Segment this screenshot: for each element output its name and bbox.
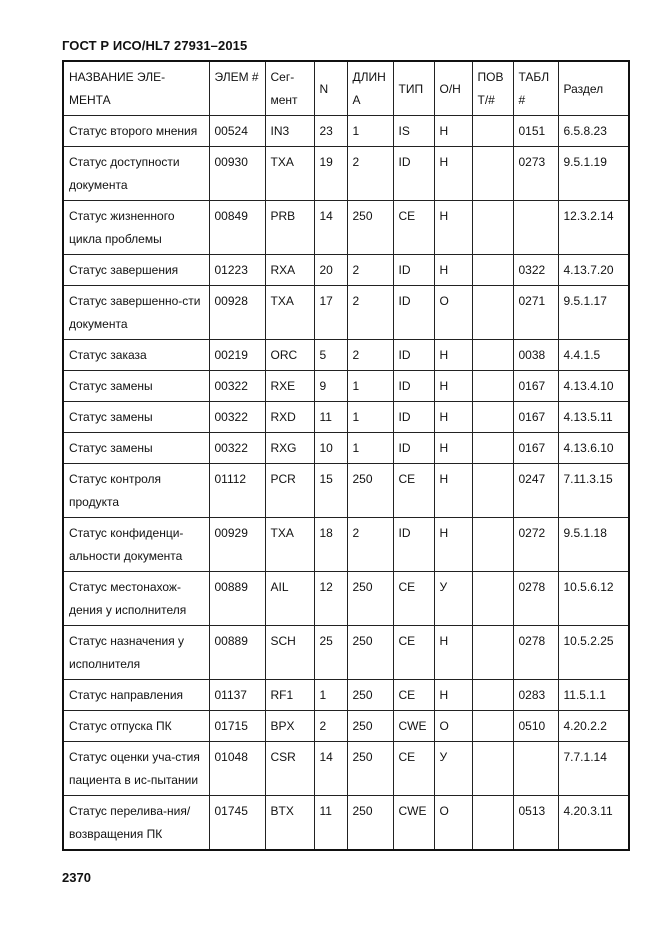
cell-length: 250 bbox=[347, 201, 393, 255]
column-header-rep: ПОВТ/# bbox=[472, 61, 513, 116]
cell-n: 23 bbox=[314, 116, 347, 147]
document-header: ГОСТ Р ИСО/HL7 27931–2015 bbox=[62, 38, 248, 53]
cell-elem: 01112 bbox=[209, 464, 265, 518]
cell-section: 12.3.2.14 bbox=[558, 201, 629, 255]
cell-rep bbox=[472, 518, 513, 572]
cell-length: 250 bbox=[347, 796, 393, 851]
cell-name: Статус конфиденци-альности документа bbox=[63, 518, 209, 572]
cell-name: Статус местонахож-дения у исполнителя bbox=[63, 572, 209, 626]
cell-rep bbox=[472, 286, 513, 340]
table-row bbox=[63, 680, 629, 711]
cell-elem: 00929 bbox=[209, 518, 265, 572]
cell-elem: 00322 bbox=[209, 371, 265, 402]
cell-n: 25 bbox=[314, 626, 347, 680]
cell-opt: Н bbox=[434, 433, 472, 464]
cell-elem: 00889 bbox=[209, 626, 265, 680]
cell-elem: 00524 bbox=[209, 116, 265, 147]
column-header-name: НАЗВАНИЕ ЭЛЕ-МЕНТА bbox=[63, 61, 209, 116]
cell-n: 12 bbox=[314, 572, 347, 626]
cell-rep bbox=[472, 147, 513, 201]
cell-elem: 01048 bbox=[209, 742, 265, 796]
cell-name: Статус второго мнения bbox=[63, 116, 209, 147]
cell-n: 20 bbox=[314, 255, 347, 286]
cell-opt: Н bbox=[434, 626, 472, 680]
cell-segment: TXA bbox=[265, 147, 314, 201]
cell-opt: О bbox=[434, 711, 472, 742]
cell-segment: RXG bbox=[265, 433, 314, 464]
cell-segment: RXA bbox=[265, 255, 314, 286]
cell-section: 10.5.2.25 bbox=[558, 626, 629, 680]
column-header-table: ТАБЛ# bbox=[513, 61, 558, 116]
cell-type: ID bbox=[393, 433, 434, 464]
cell-section: 4.13.5.11 bbox=[558, 402, 629, 433]
cell-table: 0247 bbox=[513, 464, 558, 518]
cell-type: CE bbox=[393, 742, 434, 796]
cell-type: CWE bbox=[393, 711, 434, 742]
cell-name: Статус замены bbox=[63, 371, 209, 402]
cell-length: 1 bbox=[347, 371, 393, 402]
cell-rep bbox=[472, 680, 513, 711]
table-row bbox=[63, 116, 629, 147]
cell-length: 1 bbox=[347, 433, 393, 464]
cell-elem: 00928 bbox=[209, 286, 265, 340]
cell-section: 9.5.1.19 bbox=[558, 147, 629, 201]
table-header-row bbox=[63, 61, 629, 116]
cell-table: 0322 bbox=[513, 255, 558, 286]
cell-section: 6.5.8.23 bbox=[558, 116, 629, 147]
cell-type: ID bbox=[393, 147, 434, 201]
cell-type: ID bbox=[393, 518, 434, 572]
cell-section: 7.7.1.14 bbox=[558, 742, 629, 796]
cell-opt: О bbox=[434, 796, 472, 851]
cell-elem: 00930 bbox=[209, 147, 265, 201]
column-header-elem: ЭЛЕМ # bbox=[209, 61, 265, 116]
cell-elem: 01715 bbox=[209, 711, 265, 742]
cell-type: CWE bbox=[393, 796, 434, 851]
cell-elem: 00219 bbox=[209, 340, 265, 371]
cell-name: Статус жизненного цикла проблемы bbox=[63, 201, 209, 255]
cell-n: 17 bbox=[314, 286, 347, 340]
cell-section: 10.5.6.12 bbox=[558, 572, 629, 626]
cell-segment: RF1 bbox=[265, 680, 314, 711]
cell-n: 19 bbox=[314, 147, 347, 201]
column-header-opt: О/Н bbox=[434, 61, 472, 116]
cell-length: 1 bbox=[347, 116, 393, 147]
cell-section: 4.20.2.2 bbox=[558, 711, 629, 742]
cell-table: 0510 bbox=[513, 711, 558, 742]
cell-type: CE bbox=[393, 626, 434, 680]
cell-name: Статус назначения у исполнителя bbox=[63, 626, 209, 680]
cell-elem: 01745 bbox=[209, 796, 265, 851]
cell-segment: TXA bbox=[265, 286, 314, 340]
cell-table: 0272 bbox=[513, 518, 558, 572]
cell-n: 10 bbox=[314, 433, 347, 464]
cell-segment: BTX bbox=[265, 796, 314, 851]
cell-opt: Н bbox=[434, 201, 472, 255]
cell-elem: 01223 bbox=[209, 255, 265, 286]
cell-opt: Н bbox=[434, 116, 472, 147]
cell-n: 1 bbox=[314, 680, 347, 711]
cell-name: Статус отпуска ПК bbox=[63, 711, 209, 742]
cell-name: Статус доступности документа bbox=[63, 147, 209, 201]
cell-opt: Н bbox=[434, 402, 472, 433]
cell-length: 250 bbox=[347, 464, 393, 518]
cell-type: CE bbox=[393, 572, 434, 626]
column-header-section: Раздел bbox=[558, 61, 629, 116]
cell-name: Статус замены bbox=[63, 433, 209, 464]
column-header-segment: Сег-мент bbox=[265, 61, 314, 116]
cell-length: 250 bbox=[347, 572, 393, 626]
cell-name: Статус заказа bbox=[63, 340, 209, 371]
cell-n: 2 bbox=[314, 711, 347, 742]
cell-segment: TXA bbox=[265, 518, 314, 572]
cell-n: 11 bbox=[314, 796, 347, 851]
cell-table bbox=[513, 201, 558, 255]
cell-section: 4.20.3.11 bbox=[558, 796, 629, 851]
cell-table: 0278 bbox=[513, 626, 558, 680]
cell-length: 250 bbox=[347, 711, 393, 742]
cell-n: 18 bbox=[314, 518, 347, 572]
cell-elem: 00322 bbox=[209, 402, 265, 433]
cell-table: 0271 bbox=[513, 286, 558, 340]
cell-length: 250 bbox=[347, 626, 393, 680]
table-row bbox=[63, 340, 629, 371]
table-row bbox=[63, 147, 629, 201]
cell-type: ID bbox=[393, 255, 434, 286]
cell-name: Статус завершения bbox=[63, 255, 209, 286]
cell-elem: 00849 bbox=[209, 201, 265, 255]
element-table bbox=[62, 60, 630, 851]
cell-opt: Н bbox=[434, 371, 472, 402]
cell-opt: У bbox=[434, 742, 472, 796]
cell-opt: Н bbox=[434, 518, 472, 572]
cell-table: 0283 bbox=[513, 680, 558, 711]
cell-segment: AIL bbox=[265, 572, 314, 626]
cell-name: Статус замены bbox=[63, 402, 209, 433]
cell-length: 2 bbox=[347, 255, 393, 286]
cell-opt: Н bbox=[434, 464, 472, 518]
cell-table: 0273 bbox=[513, 147, 558, 201]
cell-type: ID bbox=[393, 286, 434, 340]
cell-segment: CSR bbox=[265, 742, 314, 796]
cell-table: 0278 bbox=[513, 572, 558, 626]
cell-length: 1 bbox=[347, 402, 393, 433]
cell-opt: Н bbox=[434, 680, 472, 711]
cell-segment: SCH bbox=[265, 626, 314, 680]
cell-rep bbox=[472, 796, 513, 851]
cell-section: 7.11.3.15 bbox=[558, 464, 629, 518]
table-row bbox=[63, 711, 629, 742]
table-row bbox=[63, 255, 629, 286]
cell-name: Статус завершенно-сти документа bbox=[63, 286, 209, 340]
cell-rep bbox=[472, 742, 513, 796]
cell-n: 11 bbox=[314, 402, 347, 433]
cell-n: 14 bbox=[314, 201, 347, 255]
cell-section: 4.13.4.10 bbox=[558, 371, 629, 402]
table-row bbox=[63, 402, 629, 433]
cell-section: 9.5.1.18 bbox=[558, 518, 629, 572]
cell-type: CE bbox=[393, 464, 434, 518]
cell-type: CE bbox=[393, 201, 434, 255]
cell-table: 0167 bbox=[513, 433, 558, 464]
cell-segment: PRB bbox=[265, 201, 314, 255]
cell-elem: 00322 bbox=[209, 433, 265, 464]
cell-type: CE bbox=[393, 680, 434, 711]
cell-rep bbox=[472, 116, 513, 147]
cell-elem: 00889 bbox=[209, 572, 265, 626]
table-row bbox=[63, 518, 629, 572]
table-row bbox=[63, 371, 629, 402]
column-header-length: ДЛИНА bbox=[347, 61, 393, 116]
cell-name: Статус контроля продукта bbox=[63, 464, 209, 518]
column-header-type: ТИП bbox=[393, 61, 434, 116]
cell-rep bbox=[472, 711, 513, 742]
cell-rep bbox=[472, 464, 513, 518]
cell-length: 2 bbox=[347, 147, 393, 201]
cell-length: 250 bbox=[347, 742, 393, 796]
cell-section: 4.4.1.5 bbox=[558, 340, 629, 371]
cell-length: 2 bbox=[347, 340, 393, 371]
page-number: 2370 bbox=[62, 870, 91, 885]
cell-n: 14 bbox=[314, 742, 347, 796]
cell-rep bbox=[472, 402, 513, 433]
cell-n: 9 bbox=[314, 371, 347, 402]
cell-rep bbox=[472, 371, 513, 402]
cell-section: 11.5.1.1 bbox=[558, 680, 629, 711]
cell-table: 0038 bbox=[513, 340, 558, 371]
table-row bbox=[63, 572, 629, 626]
cell-opt: Н bbox=[434, 255, 472, 286]
cell-segment: BPX bbox=[265, 711, 314, 742]
cell-table: 0151 bbox=[513, 116, 558, 147]
cell-table: 0167 bbox=[513, 402, 558, 433]
cell-opt: О bbox=[434, 286, 472, 340]
cell-section: 9.5.1.17 bbox=[558, 286, 629, 340]
table-row bbox=[63, 742, 629, 796]
cell-name: Статус оценки уча-стия пациента в ис-пытании bbox=[63, 742, 209, 796]
cell-type: ID bbox=[393, 371, 434, 402]
table-row bbox=[63, 464, 629, 518]
cell-table: 0513 bbox=[513, 796, 558, 851]
cell-name: Статус направления bbox=[63, 680, 209, 711]
cell-type: ID bbox=[393, 340, 434, 371]
cell-opt: Н bbox=[434, 340, 472, 371]
cell-length: 2 bbox=[347, 518, 393, 572]
cell-rep bbox=[472, 626, 513, 680]
cell-type: ID bbox=[393, 402, 434, 433]
cell-segment: RXD bbox=[265, 402, 314, 433]
cell-opt: У bbox=[434, 572, 472, 626]
cell-rep bbox=[472, 255, 513, 286]
cell-table: 0167 bbox=[513, 371, 558, 402]
cell-length: 250 bbox=[347, 680, 393, 711]
cell-n: 15 bbox=[314, 464, 347, 518]
table-row bbox=[63, 201, 629, 255]
cell-rep bbox=[472, 572, 513, 626]
cell-n: 5 bbox=[314, 340, 347, 371]
cell-segment: IN3 bbox=[265, 116, 314, 147]
cell-length: 2 bbox=[347, 286, 393, 340]
cell-section: 4.13.7.20 bbox=[558, 255, 629, 286]
cell-name: Статус перелива-ния/возвращения ПК bbox=[63, 796, 209, 851]
cell-type: IS bbox=[393, 116, 434, 147]
cell-rep bbox=[472, 201, 513, 255]
cell-section: 4.13.6.10 bbox=[558, 433, 629, 464]
cell-rep bbox=[472, 340, 513, 371]
cell-rep bbox=[472, 433, 513, 464]
table-row bbox=[63, 286, 629, 340]
cell-segment: RXE bbox=[265, 371, 314, 402]
cell-elem: 01137 bbox=[209, 680, 265, 711]
table-row bbox=[63, 626, 629, 680]
column-header-n: N bbox=[314, 61, 347, 116]
table-row bbox=[63, 433, 629, 464]
table-row bbox=[63, 796, 629, 851]
cell-opt: Н bbox=[434, 147, 472, 201]
cell-table bbox=[513, 742, 558, 796]
cell-segment: PCR bbox=[265, 464, 314, 518]
cell-segment: ORC bbox=[265, 340, 314, 371]
